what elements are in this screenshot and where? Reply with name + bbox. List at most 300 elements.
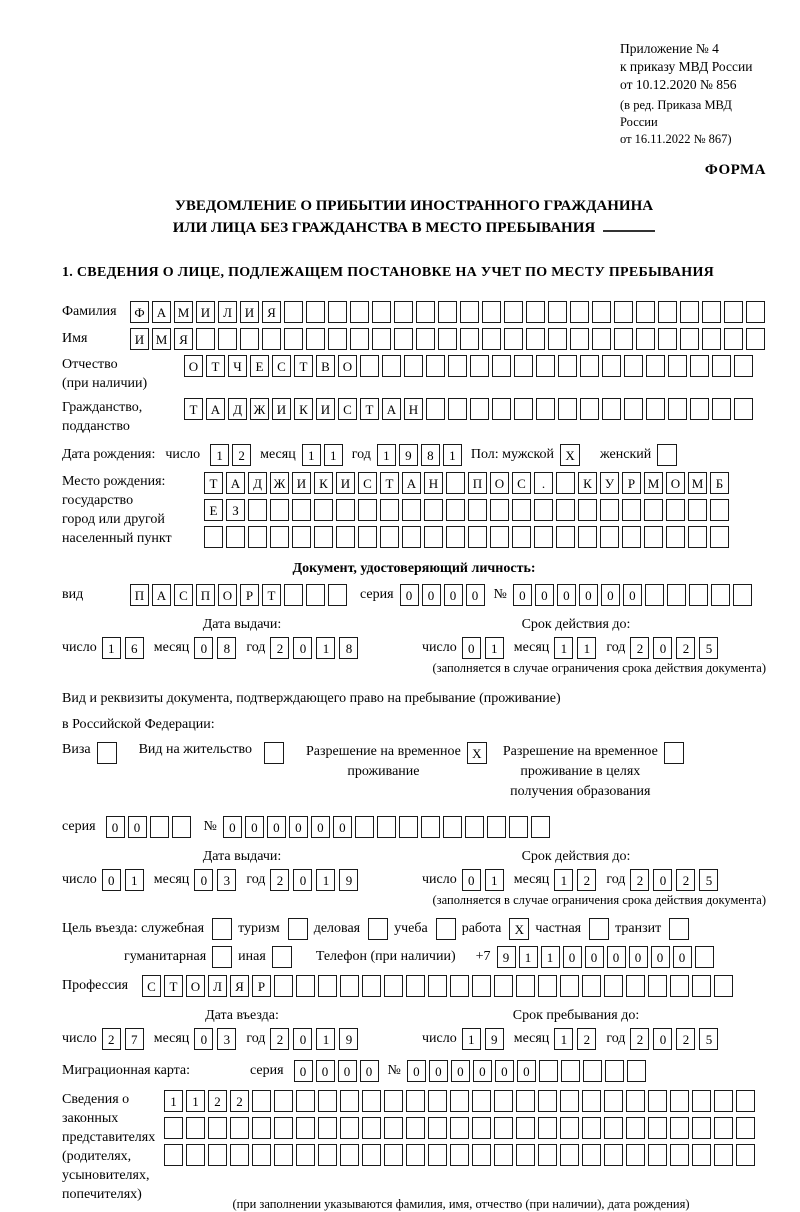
char-cell[interactable] [443,816,462,838]
char-cell[interactable]: Р [622,472,641,494]
char-cell[interactable] [270,526,289,548]
char-cell[interactable]: 2 [676,869,695,891]
purpose-other-checkbox[interactable] [272,946,292,968]
char-cell[interactable]: Е [250,355,269,377]
char-cell[interactable]: 9 [339,1028,358,1050]
char-cell[interactable] [733,584,752,606]
char-cell[interactable]: 5 [699,637,718,659]
char-cell[interactable] [534,499,553,521]
char-cell[interactable]: И [130,328,149,350]
char-cell[interactable] [702,301,721,323]
char-cell[interactable]: В [316,355,335,377]
char-cell[interactable]: 0 [289,816,308,838]
char-cell[interactable]: 8 [421,444,440,466]
char-cell[interactable] [692,975,711,997]
char-cell[interactable]: С [142,975,161,997]
char-cell[interactable] [504,301,523,323]
char-cell[interactable]: И [316,398,335,420]
char-cell[interactable] [516,1117,535,1139]
char-cell[interactable]: П [468,472,487,494]
char-cell[interactable]: К [294,398,313,420]
char-cell[interactable]: 9 [399,444,418,466]
char-cell[interactable] [340,975,359,997]
char-cell[interactable]: И [272,398,291,420]
char-cell[interactable] [648,1090,667,1112]
purpose-tourism-checkbox[interactable] [288,918,308,940]
char-cell[interactable]: Д [248,472,267,494]
char-cell[interactable] [164,1117,183,1139]
char-cell[interactable]: С [174,584,193,606]
char-cell[interactable]: 0 [194,869,213,891]
char-cell[interactable] [360,355,379,377]
char-cell[interactable]: А [402,472,421,494]
char-cell[interactable] [446,472,465,494]
char-cell[interactable] [602,398,621,420]
char-cell[interactable] [646,398,665,420]
char-cell[interactable] [350,301,369,323]
char-cell[interactable] [384,975,403,997]
char-cell[interactable]: 9 [339,869,358,891]
char-cell[interactable] [402,499,421,521]
char-cell[interactable]: 0 [223,816,242,838]
char-cell[interactable] [306,328,325,350]
char-cell[interactable] [284,301,303,323]
char-cell[interactable] [604,1117,623,1139]
char-cell[interactable] [736,1090,755,1112]
edu-permit-checkbox[interactable] [664,742,684,764]
char-cell[interactable]: 1 [377,444,396,466]
char-cell[interactable]: 0 [653,1028,672,1050]
purpose-private-checkbox[interactable] [589,918,609,940]
char-cell[interactable] [358,526,377,548]
char-cell[interactable] [538,1090,557,1112]
char-cell[interactable]: 2 [577,869,596,891]
char-cell[interactable]: М [174,301,193,323]
char-cell[interactable] [470,355,489,377]
char-cell[interactable] [296,1117,315,1139]
char-cell[interactable] [712,355,731,377]
char-cell[interactable] [516,975,535,997]
char-cell[interactable] [318,1090,337,1112]
char-cell[interactable] [494,1117,513,1139]
char-cell[interactable] [186,1117,205,1139]
char-cell[interactable]: Р [240,584,259,606]
char-cell[interactable]: Я [174,328,193,350]
char-cell[interactable] [494,975,513,997]
char-cell[interactable] [362,975,381,997]
char-cell[interactable] [646,355,665,377]
char-cell[interactable]: 0 [473,1060,492,1082]
char-cell[interactable] [680,301,699,323]
char-cell[interactable] [658,301,677,323]
char-cell[interactable] [538,975,557,997]
char-cell[interactable]: 6 [125,637,144,659]
char-cell[interactable]: Н [404,398,423,420]
char-cell[interactable] [416,301,435,323]
char-cell[interactable] [526,301,545,323]
char-cell[interactable] [509,816,528,838]
char-cell[interactable]: 0 [607,946,626,968]
visa-checkbox[interactable] [97,742,117,764]
char-cell[interactable]: 5 [699,1028,718,1050]
char-cell[interactable]: 1 [316,1028,335,1050]
char-cell[interactable] [602,355,621,377]
char-cell[interactable] [570,301,589,323]
char-cell[interactable] [578,526,597,548]
char-cell[interactable]: 0 [311,816,330,838]
char-cell[interactable] [340,1090,359,1112]
char-cell[interactable] [560,975,579,997]
char-cell[interactable]: Ж [250,398,269,420]
char-cell[interactable] [580,355,599,377]
char-cell[interactable] [465,816,484,838]
char-cell[interactable] [614,328,633,350]
char-cell[interactable] [274,1117,293,1139]
char-cell[interactable] [626,1117,645,1139]
char-cell[interactable]: Т [262,584,281,606]
char-cell[interactable]: 0 [400,584,419,606]
char-cell[interactable] [622,499,641,521]
char-cell[interactable]: 2 [630,637,649,659]
char-cell[interactable]: 2 [577,1028,596,1050]
char-cell[interactable] [252,1090,271,1112]
char-cell[interactable] [666,526,685,548]
char-cell[interactable]: 3 [217,1028,236,1050]
char-cell[interactable]: 0 [102,869,121,891]
char-cell[interactable]: 0 [333,816,352,838]
char-cell[interactable] [583,1060,602,1082]
char-cell[interactable] [350,328,369,350]
char-cell[interactable] [580,398,599,420]
char-cell[interactable] [582,1090,601,1112]
char-cell[interactable] [714,975,733,997]
char-cell[interactable] [460,328,479,350]
char-cell[interactable] [226,526,245,548]
char-cell[interactable]: Я [230,975,249,997]
char-cell[interactable] [670,1117,689,1139]
char-cell[interactable]: 0 [444,584,463,606]
char-cell[interactable]: 2 [232,444,251,466]
char-cell[interactable] [336,526,355,548]
char-cell[interactable] [600,526,619,548]
purpose-official-checkbox[interactable] [212,918,232,940]
char-cell[interactable] [604,975,623,997]
char-cell[interactable]: 0 [316,1060,335,1082]
char-cell[interactable] [680,328,699,350]
char-cell[interactable]: 0 [495,1060,514,1082]
char-cell[interactable]: 0 [128,816,147,838]
char-cell[interactable]: 1 [554,1028,573,1050]
char-cell[interactable]: Р [252,975,271,997]
char-cell[interactable] [196,328,215,350]
char-cell[interactable] [274,1090,293,1112]
char-cell[interactable] [516,1090,535,1112]
char-cell[interactable] [710,499,729,521]
char-cell[interactable] [450,1117,469,1139]
char-cell[interactable]: 0 [517,1060,536,1082]
char-cell[interactable]: М [688,472,707,494]
purpose-humanitarian-checkbox[interactable] [212,946,232,968]
char-cell[interactable] [695,946,714,968]
char-cell[interactable]: 2 [102,1028,121,1050]
char-cell[interactable] [668,355,687,377]
char-cell[interactable]: 1 [541,946,560,968]
char-cell[interactable] [296,1090,315,1112]
char-cell[interactable] [482,328,501,350]
char-cell[interactable]: А [226,472,245,494]
char-cell[interactable]: 1 [554,869,573,891]
char-cell[interactable] [526,328,545,350]
char-cell[interactable] [340,1117,359,1139]
char-cell[interactable]: А [382,398,401,420]
char-cell[interactable] [424,526,443,548]
char-cell[interactable] [328,584,347,606]
char-cell[interactable]: 1 [186,1090,205,1112]
char-cell[interactable]: 2 [676,637,695,659]
char-cell[interactable]: 0 [535,584,554,606]
char-cell[interactable] [318,975,337,997]
char-cell[interactable]: 0 [462,869,481,891]
char-cell[interactable] [470,398,489,420]
char-cell[interactable] [172,816,191,838]
char-cell[interactable] [548,301,567,323]
char-cell[interactable]: Ж [270,472,289,494]
char-cell[interactable] [472,1090,491,1112]
char-cell[interactable]: Т [206,355,225,377]
char-cell[interactable]: 1 [462,1028,481,1050]
char-cell[interactable]: 9 [497,946,516,968]
char-cell[interactable]: Н [424,472,443,494]
char-cell[interactable]: Т [204,472,223,494]
char-cell[interactable] [538,1117,557,1139]
char-cell[interactable]: И [336,472,355,494]
char-cell[interactable] [670,1090,689,1112]
char-cell[interactable] [636,301,655,323]
char-cell[interactable] [626,1090,645,1112]
char-cell[interactable] [406,975,425,997]
char-cell[interactable] [556,472,575,494]
char-cell[interactable] [448,398,467,420]
char-cell[interactable] [270,499,289,521]
char-cell[interactable] [627,1060,646,1082]
char-cell[interactable]: К [314,472,333,494]
char-cell[interactable]: З [226,499,245,521]
char-cell[interactable]: М [644,472,663,494]
char-cell[interactable]: 0 [360,1060,379,1082]
char-cell[interactable]: 0 [194,637,213,659]
char-cell[interactable]: 1 [210,444,229,466]
char-cell[interactable] [648,1117,667,1139]
char-cell[interactable]: 1 [316,869,335,891]
char-cell[interactable] [240,328,259,350]
char-cell[interactable] [648,975,667,997]
char-cell[interactable] [645,584,664,606]
char-cell[interactable]: 0 [338,1060,357,1082]
sex-female-checkbox[interactable] [657,444,677,466]
char-cell[interactable]: 0 [653,869,672,891]
char-cell[interactable] [372,301,391,323]
char-cell[interactable]: 0 [422,584,441,606]
char-cell[interactable]: О [666,472,685,494]
char-cell[interactable]: Т [184,398,203,420]
char-cell[interactable] [384,1090,403,1112]
char-cell[interactable]: К [578,472,597,494]
char-cell[interactable]: О [184,355,203,377]
char-cell[interactable] [690,355,709,377]
char-cell[interactable] [314,499,333,521]
char-cell[interactable] [314,526,333,548]
char-cell[interactable] [450,1090,469,1112]
char-cell[interactable]: 0 [653,637,672,659]
char-cell[interactable] [689,584,708,606]
char-cell[interactable]: 1 [164,1090,183,1112]
char-cell[interactable]: Л [208,975,227,997]
char-cell[interactable] [534,526,553,548]
char-cell[interactable] [558,355,577,377]
char-cell[interactable]: Д [228,398,247,420]
char-cell[interactable]: А [152,584,171,606]
char-cell[interactable]: 2 [270,869,289,891]
char-cell[interactable] [399,816,418,838]
char-cell[interactable] [711,584,730,606]
char-cell[interactable]: 0 [462,637,481,659]
char-cell[interactable] [622,526,641,548]
char-cell[interactable] [644,499,663,521]
char-cell[interactable] [690,398,709,420]
char-cell[interactable] [490,499,509,521]
residence-permit-checkbox[interactable] [264,742,284,764]
char-cell[interactable] [358,499,377,521]
char-cell[interactable] [548,328,567,350]
char-cell[interactable] [626,975,645,997]
char-cell[interactable]: 1 [485,637,504,659]
char-cell[interactable]: Я [262,301,281,323]
char-cell[interactable] [362,1090,381,1112]
char-cell[interactable] [604,1090,623,1112]
char-cell[interactable] [578,499,597,521]
char-cell[interactable]: У [600,472,619,494]
char-cell[interactable]: 1 [102,637,121,659]
char-cell[interactable]: 2 [676,1028,695,1050]
char-cell[interactable] [692,1090,711,1112]
char-cell[interactable] [658,328,677,350]
char-cell[interactable] [724,301,743,323]
sex-male-checkbox[interactable]: X [560,444,580,466]
char-cell[interactable]: Т [380,472,399,494]
char-cell[interactable] [208,1117,227,1139]
char-cell[interactable]: 3 [217,869,236,891]
char-cell[interactable] [460,301,479,323]
char-cell[interactable] [605,1060,624,1082]
char-cell[interactable] [438,301,457,323]
char-cell[interactable] [472,975,491,997]
char-cell[interactable] [468,526,487,548]
purpose-study-checkbox[interactable] [436,918,456,940]
char-cell[interactable]: 0 [194,1028,213,1050]
char-cell[interactable] [380,526,399,548]
char-cell[interactable] [252,1117,271,1139]
char-cell[interactable] [494,1090,513,1112]
char-cell[interactable]: 0 [293,869,312,891]
char-cell[interactable]: 2 [630,869,649,891]
char-cell[interactable]: 1 [554,637,573,659]
char-cell[interactable] [734,355,753,377]
char-cell[interactable]: А [206,398,225,420]
char-cell[interactable] [421,816,440,838]
char-cell[interactable] [428,975,447,997]
char-cell[interactable]: 0 [585,946,604,968]
char-cell[interactable] [404,355,423,377]
char-cell[interactable] [482,301,501,323]
char-cell[interactable]: 2 [270,1028,289,1050]
char-cell[interactable] [424,499,443,521]
char-cell[interactable] [514,355,533,377]
char-cell[interactable]: С [338,398,357,420]
char-cell[interactable] [438,328,457,350]
char-cell[interactable]: Ч [228,355,247,377]
char-cell[interactable] [306,584,325,606]
char-cell[interactable] [582,975,601,997]
char-cell[interactable]: О [338,355,357,377]
char-cell[interactable] [446,526,465,548]
char-cell[interactable]: Ф [130,301,149,323]
char-cell[interactable] [248,499,267,521]
char-cell[interactable]: 0 [407,1060,426,1082]
char-cell[interactable]: 7 [125,1028,144,1050]
char-cell[interactable] [284,328,303,350]
char-cell[interactable]: С [512,472,531,494]
char-cell[interactable] [450,975,469,997]
char-cell[interactable] [472,1117,491,1139]
char-cell[interactable] [600,499,619,521]
char-cell[interactable] [426,355,445,377]
char-cell[interactable]: 1 [125,869,144,891]
char-cell[interactable] [624,398,643,420]
char-cell[interactable]: 2 [208,1090,227,1112]
char-cell[interactable] [355,816,374,838]
char-cell[interactable] [382,355,401,377]
char-cell[interactable] [426,398,445,420]
char-cell[interactable]: Т [294,355,313,377]
char-cell[interactable]: 1 [324,444,343,466]
char-cell[interactable]: 8 [339,637,358,659]
char-cell[interactable] [560,1117,579,1139]
char-cell[interactable] [428,1090,447,1112]
char-cell[interactable]: 0 [466,584,485,606]
char-cell[interactable]: 2 [230,1090,249,1112]
char-cell[interactable] [714,1117,733,1139]
char-cell[interactable] [394,328,413,350]
char-cell[interactable] [487,816,506,838]
char-cell[interactable]: 0 [513,584,532,606]
char-cell[interactable]: 0 [106,816,125,838]
char-cell[interactable] [670,975,689,997]
char-cell[interactable]: 0 [429,1060,448,1082]
char-cell[interactable] [712,398,731,420]
char-cell[interactable]: 0 [579,584,598,606]
char-cell[interactable] [492,355,511,377]
char-cell[interactable] [746,301,765,323]
char-cell[interactable]: О [490,472,509,494]
char-cell[interactable]: 0 [623,584,642,606]
char-cell[interactable]: И [196,301,215,323]
char-cell[interactable] [446,499,465,521]
char-cell[interactable] [536,355,555,377]
char-cell[interactable] [218,328,237,350]
temp-permit-checkbox[interactable]: X [467,742,487,764]
char-cell[interactable]: 2 [630,1028,649,1050]
char-cell[interactable]: 0 [267,816,286,838]
